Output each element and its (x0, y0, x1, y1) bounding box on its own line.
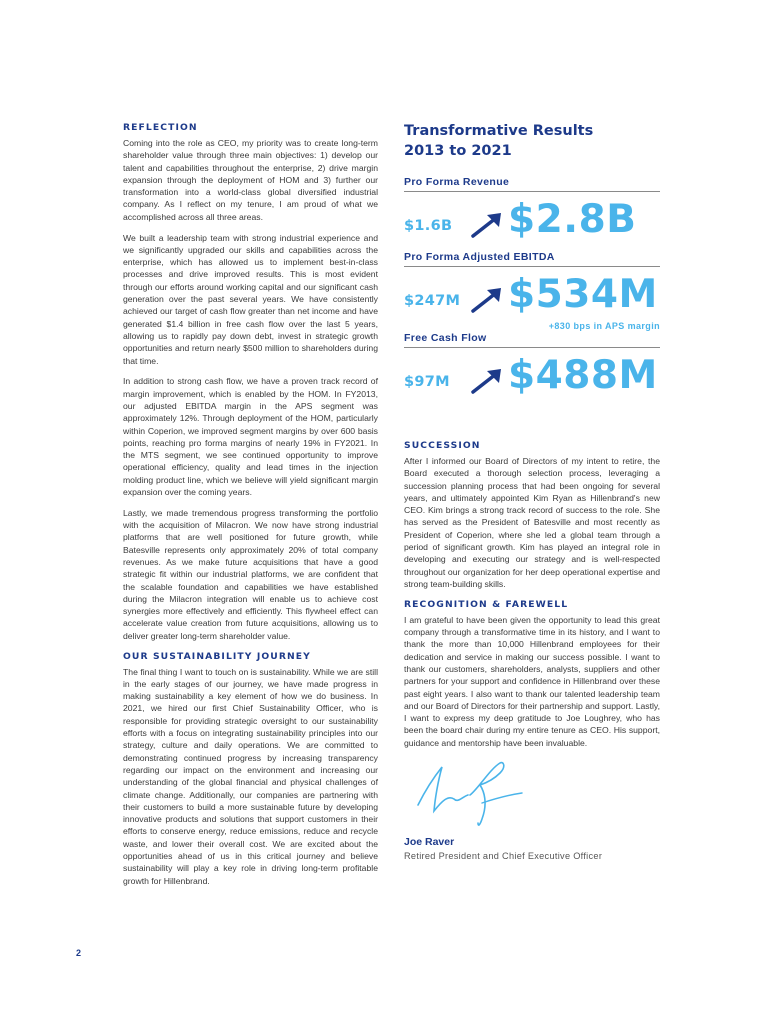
metric-ebitda-to: $534M (508, 272, 658, 317)
up-arrow-icon (470, 210, 504, 240)
signature-image (408, 759, 528, 829)
sustainability-heading: OUR SUSTAINABILITY JOURNEY (123, 650, 311, 662)
metric-fcf-row (404, 348, 660, 440)
signature-title: Retired President and Chief Executive Officer (404, 851, 603, 862)
up-arrow-icon (470, 285, 504, 315)
recognition-heading: RECOGNITION & FAREWELL (404, 598, 569, 610)
reflection-paragraph-2: We built a leadership team with strong industrial experience and we significantly upgraded our skills and capabilities across the enterprise, which has allowed us to implement best-in-class processes and drive improved results. This is most evident through our efforts around working capital and our significant cash generation over the past several years. We have consistently achieved our target of cash flow greater than net income and have generated $1.4 billion in free cash flow over the last 5 years, allowing us to rapidly pay down debt, invest in strategic growth opportunities and return nearly $500 million to shareholders during that time. (123, 232, 378, 366)
succession-paragraph-1: After I informed our Board of Directors of my intent to retire, the Board executed a thorough selection process, leveraging a succession planning process that had been ongoing for several years, and ultimately appointed Kim Ryan as Hillenbrand's new CEO. Kim brings a strong track record of success to the role. She has served as the President of Batesville and most recently as President of Coperion, where she led a global team through a period of significant growth. Kim has played an integral role in developing and executing our strategy and is well-respected throughout our organization for her deep operational expertise and strong team-building skills. (404, 456, 660, 589)
results-title (404, 122, 660, 161)
metric-ebitda-row (404, 267, 660, 331)
metric-fcf (404, 331, 660, 440)
page-number: 2 (76, 948, 82, 958)
right-column (404, 122, 660, 861)
metric-fcf-to: $488M (508, 353, 658, 398)
left-column (123, 122, 378, 895)
metric-ebitda-label: Pro Forma Adjusted EBITDA (404, 250, 660, 267)
succession-heading: SUCCESSION (404, 440, 481, 451)
metric-revenue-to: $2.8B (508, 197, 637, 242)
metric-revenue-row (404, 192, 660, 250)
metric-revenue-label: Pro Forma Revenue (404, 175, 660, 192)
signature-name: Joe Raver (404, 836, 455, 849)
metric-ebitda-from: $247M (404, 293, 461, 309)
metric-fcf-label: Free Cash Flow (404, 331, 660, 348)
recognition-paragraph-1: I am grateful to have been given the opportunity to lead this great company through a transformative time in its history, and I want to thank the more than 10,000 Hillenbrand employees for their dedication and service in making our success possible. I want to thank our customers, shareholders, analysts, suppliers and other partners for your support and confidence in Hillenbrand over these past eight years. I also want to thank our talented leadership team and our Board of Directors for their partnership and support. Lastly, I want to express my deep gratitude to Joe Loughrey, who has been the board chair during my entire tenure as CEO. His support, guidance and mentorship have been invaluable. (404, 614, 660, 748)
results-title-line-1: Transformative Results (404, 123, 594, 139)
metric-revenue-from: $1.6B (404, 218, 453, 234)
metric-revenue (404, 175, 660, 250)
reflection-paragraph-4: Lastly, we made tremendous progress transforming the portfolio with the acquisition of Milacron. We now have strong industrial platforms that are well positioned for future growth, while Batesville represents only approximately 20% of total company revenues. As we make future acquisitions that have a good strategic fit within our industrial platforms, we are confident that the scalable foundation and capabilities we have established during the Milacron integration will enable us to achieve cost synergies more effectively and efficiently. This flywheel effect can accelerate value creation from future acquisitions, allowing us to deliver greater long-term shareholder value. (123, 507, 378, 641)
reflection-paragraph-3: In addition to strong cash flow, we have a proven track record of margin improvement, which is enabled by the HOM. In FY2013, our adjusted EBITDA margin in the APS segment was approximately 12%. Through deployment of the HOM, particularly within Coperion, we improved segment margins by over 600 basis points, reaching pro forma margins of nearly 19% in FY2021. In the MTS segment, we see continued opportunity to improve operational efficiency, quality and lead times in the injection molding product line, which we believe will yield significant margin expansion over the coming years. (123, 376, 378, 498)
metric-ebitda-note: +830 bps in APS margin (548, 321, 660, 331)
metric-ebitda (404, 250, 660, 331)
reflection-heading: REFLECTION (123, 122, 198, 133)
sustainability-paragraph-1: The final thing I want to touch on is sustainability. While we are still in the early stages of our journey, we have made progress in making sustainability a key element of how we do business. In 2021, we hired our first Chief Sustainability Officer, who is responsible for providing strategic oversight to our sustainability efforts with a focus on integrating sustainability principles into our strategy, culture and daily operations. We are committed to demonstrating continued progress by increasing transparency regarding our impact on the environment and increasing our understanding of the global financial and physical challenges of climate change. Additionally, our companies are partnering with their customers to build a more sustainable future by developing innovative products and solutions that support customers in their efforts to conserve energy, reduce emissions, reduce and recycle waste, and lower their overall cost. We are excited about the opportunities ahead of us in this critical journey and believe sustainability will play a key role in driving long-term profitable growth for Hillenbrand. (123, 666, 378, 886)
metric-fcf-from: $97M (404, 374, 450, 390)
up-arrow-icon (470, 366, 504, 396)
reflection-paragraph-1: Coming into the role as CEO, my priority was to create long-term shareholder value through three main objectives: 1) develop our talent and capabilities throughout the enterprise, 2) drive margin expansion through the deployment of HOM and 3) further our transformation into a world-class global diversified industrial company. As I reflect on my tenure, I am proud of what we accomplished across all three areas. (123, 138, 378, 222)
results-title-line-2: 2013 to 2021 (404, 142, 512, 159)
